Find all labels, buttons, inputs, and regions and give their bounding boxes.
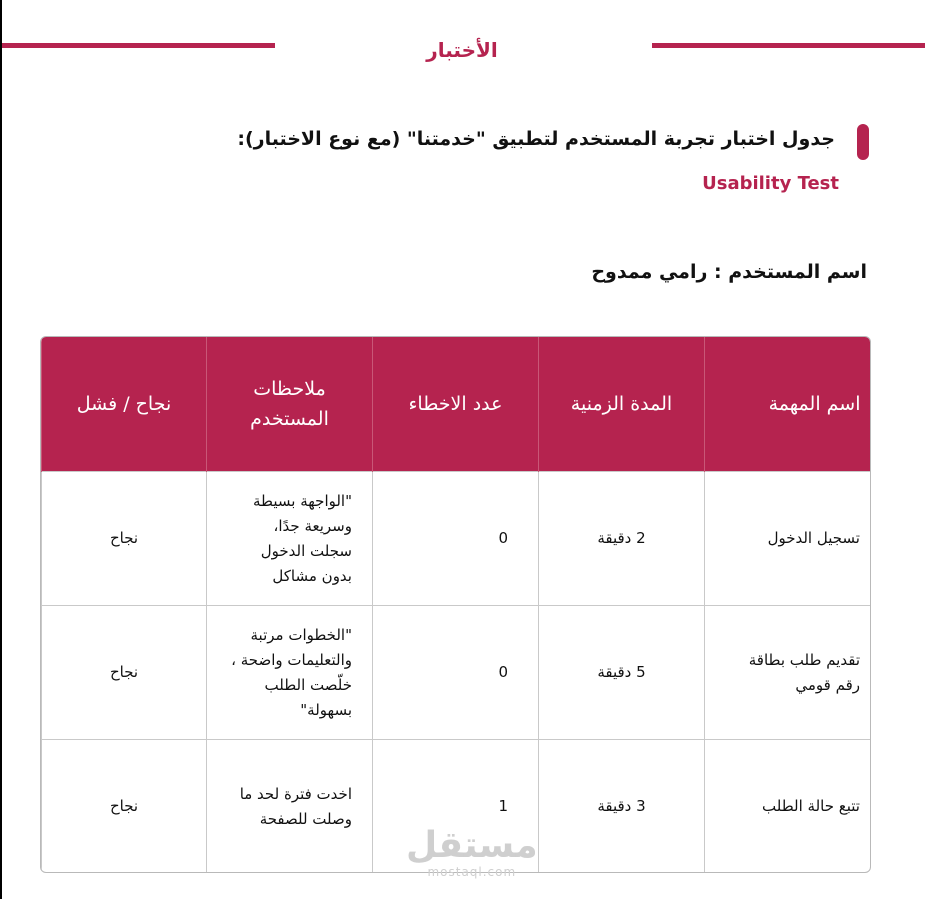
page xyxy=(2,0,925,899)
notes-text: "الواجهة بسيطة وسريعة جدًا، سجلت الدخول بدون مشاكل xyxy=(253,491,352,585)
watermark-arabic: مستقل xyxy=(406,825,538,866)
task-cell xyxy=(705,606,871,740)
header-divider-left xyxy=(2,43,275,48)
notes-text: اخدت فترة لحد ما وصلت للصفحة xyxy=(239,784,352,828)
notes-text: "الخطوات مرتبة والتعليمات واضحة ، خلّصت الطلب بسهولة" xyxy=(231,625,352,719)
result-cell: نجاح xyxy=(42,606,207,740)
duration-cell: 3 دقيقة xyxy=(539,740,705,874)
table-row xyxy=(42,472,871,606)
header-duration: المدة الزمنية xyxy=(539,337,705,472)
section-heading: جدول اختبار تجربة المستخدم لتطبيق "خدمتنا" (مع نوع الاختبار): xyxy=(237,128,835,150)
notes-cell xyxy=(207,740,373,874)
header-errors: عدد الاخطاء xyxy=(373,337,539,472)
header-result: نجاح / فشل xyxy=(42,337,207,472)
task-cell: تتبع حالة الطلب xyxy=(705,740,871,874)
duration-cell: 2 دقيقة xyxy=(539,472,705,606)
page-title: الأختبار xyxy=(426,38,498,62)
task-cell: تسجيل الدخول xyxy=(705,472,871,606)
result-cell: نجاح xyxy=(42,472,207,606)
section-marker xyxy=(857,124,869,160)
notes-cell xyxy=(207,606,373,740)
header-notes xyxy=(207,337,373,472)
header-task: اسم المهمة xyxy=(705,337,871,472)
table-row xyxy=(42,606,871,740)
test-results-table xyxy=(40,336,871,873)
table-header-row xyxy=(42,337,871,472)
header-divider-right xyxy=(652,43,925,48)
watermark-latin: mostaql.com xyxy=(427,865,517,879)
duration-cell: 5 دقيقة xyxy=(539,606,705,740)
mostaql-watermark xyxy=(406,826,538,878)
result-cell: نجاح xyxy=(42,740,207,874)
test-type-label: Usability Test xyxy=(702,173,839,194)
errors-cell: 0 xyxy=(373,472,539,606)
notes-cell xyxy=(207,472,373,606)
user-name-line: اسم المستخدم : رامي ممدوح xyxy=(591,261,867,283)
errors-cell: 0 xyxy=(373,606,539,740)
task-text: تقديم طلب بطاقة رقم قومي xyxy=(748,650,860,694)
errors-cell: 1 xyxy=(373,740,539,874)
header-notes-text: ملاحظات المستخدم xyxy=(250,378,329,430)
